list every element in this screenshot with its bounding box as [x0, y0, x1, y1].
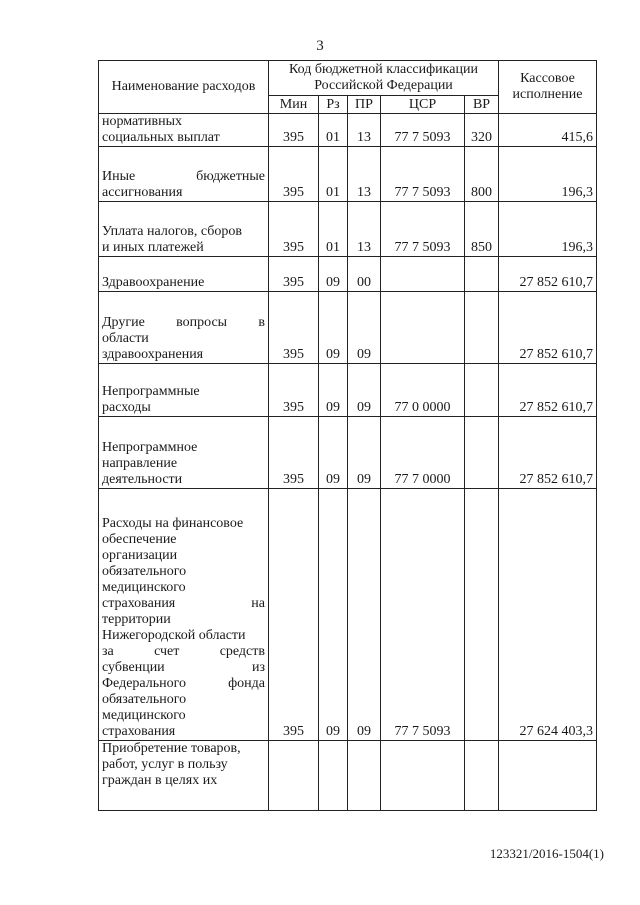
csr-cell: 77 7 5093 [381, 114, 465, 147]
csr-cell [381, 741, 465, 811]
table-row [99, 257, 597, 292]
expense-name-cell [99, 257, 269, 292]
expense-name-line: обеспечение [102, 532, 177, 547]
csr-cell [381, 257, 465, 292]
header-rz: Рз [319, 96, 348, 114]
min-cell: 395 [269, 257, 319, 292]
amount-cell: 27 852 610,7 [499, 417, 597, 489]
vr-cell [465, 257, 499, 292]
min-cell: 395 [269, 114, 319, 147]
csr-cell [381, 292, 465, 364]
expense-name-line: и иных платежей [102, 240, 204, 255]
expense-name-line: страхования [102, 724, 176, 739]
expense-name-line: здравоохранения [102, 347, 204, 362]
pr-cell: 09 [348, 489, 381, 741]
expense-name-line: организации [102, 548, 178, 563]
vr-cell [465, 292, 499, 364]
header-pr: ПР [348, 96, 381, 114]
expense-name-line: ассигнования [102, 185, 183, 200]
expense-name-cell [99, 147, 269, 202]
expense-name-line: Иные бюджетные [102, 169, 265, 184]
table-row [99, 364, 597, 417]
expense-name-line: работ, услуг в пользу [102, 757, 228, 772]
amount-cell: 27 852 610,7 [499, 364, 597, 417]
expense-name-line: субвенции из [102, 660, 265, 675]
expense-name-line: социальных выплат [102, 130, 220, 145]
pr-cell: 13 [348, 202, 381, 257]
table-row [99, 292, 597, 364]
expense-name-line: Непрограммные [102, 384, 200, 399]
expense-name-line: Здравоохранение [102, 275, 205, 290]
header-csr: ЦСР [381, 96, 465, 114]
amount-cell [499, 741, 597, 811]
rz-cell: 09 [319, 417, 348, 489]
expense-name-line: медицинского [102, 708, 186, 723]
vr-cell: 800 [465, 147, 499, 202]
rz-cell: 01 [319, 114, 348, 147]
vr-cell [465, 417, 499, 489]
expense-name-line: Федерального фонда [102, 676, 265, 691]
rz-cell: 09 [319, 257, 348, 292]
expense-name-line: Другие вопросы в [102, 315, 265, 330]
document-code: 123321/2016-1504(1) [489, 846, 604, 861]
expense-name-line: территории [102, 612, 171, 627]
expense-name-cell [99, 114, 269, 147]
table-body [99, 114, 597, 811]
min-cell: 395 [269, 489, 319, 741]
expense-name-cell [99, 489, 269, 741]
header-classification-code: Код бюджетной классификации Российской Федерации [269, 61, 499, 96]
expense-name-cell [99, 202, 269, 257]
min-cell [269, 741, 319, 811]
rz-cell: 09 [319, 364, 348, 417]
amount-cell: 27 852 610,7 [499, 257, 597, 292]
expense-name-line: Непрограммное [102, 440, 198, 455]
table-row [99, 489, 597, 741]
expense-name-cell [99, 417, 269, 489]
expense-name-line: страхования на [102, 596, 265, 611]
pr-cell: 09 [348, 364, 381, 417]
rz-cell: 09 [319, 489, 348, 741]
header-cash-execution: Кассовое исполнение [499, 61, 597, 114]
rz-cell [319, 741, 348, 811]
header-expense-name: Наименование расходов [99, 61, 269, 114]
min-cell: 395 [269, 364, 319, 417]
csr-cell: 77 0 0000 [381, 364, 465, 417]
csr-cell: 77 7 5093 [381, 147, 465, 202]
expense-name-cell [99, 292, 269, 364]
pr-cell: 13 [348, 147, 381, 202]
amount-cell: 196,3 [499, 147, 597, 202]
min-cell: 395 [269, 147, 319, 202]
amount-cell: 27 624 403,3 [499, 489, 597, 741]
rz-cell: 01 [319, 202, 348, 257]
vr-cell [465, 741, 499, 811]
expense-name-line: обязательного [102, 692, 187, 707]
vr-cell: 320 [465, 114, 499, 147]
pr-cell: 13 [348, 114, 381, 147]
expense-name-line: Приобретение товаров, [102, 741, 241, 756]
min-cell: 395 [269, 202, 319, 257]
expense-name-line: Нижегородской области [102, 628, 246, 643]
expense-name-line: расходы [102, 400, 151, 415]
pr-cell: 00 [348, 257, 381, 292]
expense-name-line: Уплата налогов, сборов [102, 224, 242, 239]
header-vr: ВР [465, 96, 499, 114]
rz-cell: 09 [319, 292, 348, 364]
amount-cell: 196,3 [499, 202, 597, 257]
expense-name-line: нормативных [102, 114, 183, 129]
page-number: 3 [316, 38, 324, 54]
vr-cell: 850 [465, 202, 499, 257]
pr-cell: 09 [348, 292, 381, 364]
table-row [99, 741, 597, 811]
pr-cell [348, 741, 381, 811]
expense-name-cell [99, 364, 269, 417]
amount-cell: 415,6 [499, 114, 597, 147]
expense-name-line: медицинского [102, 580, 186, 595]
rz-cell: 01 [319, 147, 348, 202]
expense-name-line: граждан в целях их [102, 773, 218, 788]
expense-name-line: Расходы на финансовое [102, 516, 244, 531]
table-row [99, 202, 597, 257]
expense-name-cell [99, 741, 269, 811]
expense-name-line: за счет средств [102, 644, 265, 659]
csr-cell: 77 7 0000 [381, 417, 465, 489]
amount-cell: 27 852 610,7 [499, 292, 597, 364]
header-min: Мин [269, 96, 319, 114]
expense-name-line: обязательного [102, 564, 187, 579]
table-row [99, 147, 597, 202]
min-cell: 395 [269, 292, 319, 364]
expense-name-line: направление [102, 456, 178, 471]
pr-cell: 09 [348, 417, 381, 489]
table-row [99, 417, 597, 489]
csr-cell: 77 7 5093 [381, 489, 465, 741]
budget-execution-table [98, 60, 597, 811]
csr-cell: 77 7 5093 [381, 202, 465, 257]
table-row [99, 114, 597, 147]
vr-cell [465, 364, 499, 417]
expense-name-line: деятельности [102, 472, 183, 487]
expense-name-line: области [102, 331, 149, 346]
min-cell: 395 [269, 417, 319, 489]
vr-cell [465, 489, 499, 741]
